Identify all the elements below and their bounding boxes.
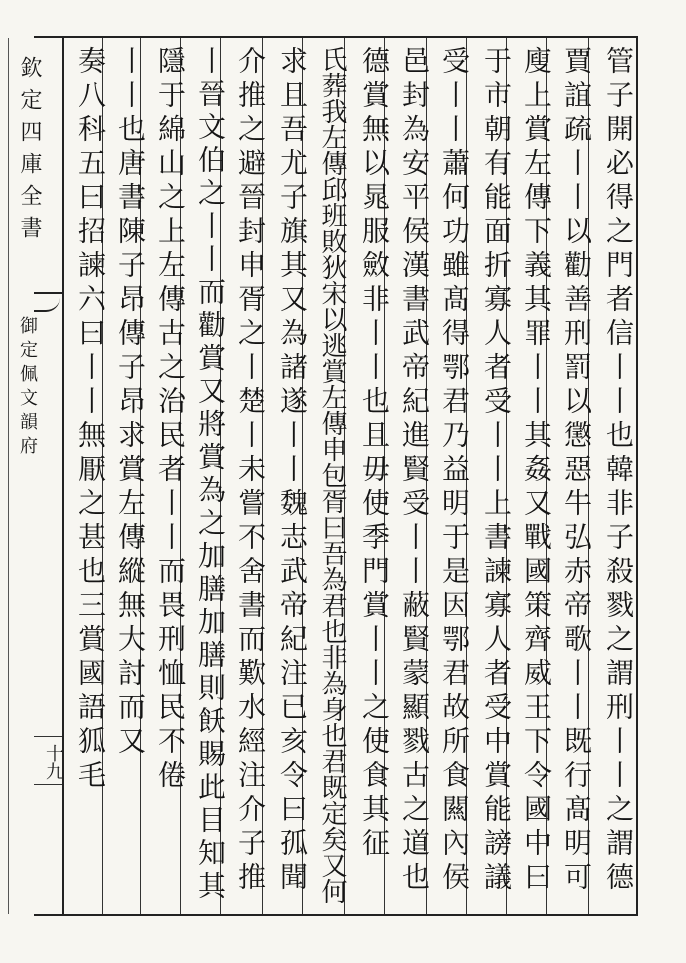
text-column-12: 隱于綿山之上左傳古之治民者丨丨而畏刑恤民不倦 <box>154 46 187 794</box>
text-column-1: 管子開必得之門者信丨丨也韓非子殺戮之謂刑丨丨之謂德 <box>602 46 635 896</box>
page-number-rule-bottom <box>34 784 62 785</box>
fish-tail-mark <box>34 292 62 316</box>
text-column-10: 介推之避晉封申胥之丨楚丨未嘗不舍書而歎水經注介子推 <box>234 46 267 896</box>
text-column-13: 丨丨也唐書陳子昂傳子昂求賞左傳縱無大討而又 <box>114 46 147 760</box>
text-column-2: 賈誼疏丨丨以勸善刑罰以懲惡牛弘赤帝歌丨丨既行髙明可 <box>560 46 593 896</box>
page-number-rule-top <box>34 736 62 737</box>
text-column-4: 于市朝有能面折寡人者受丨丨上書諫寡人者受中賞能謗議 <box>480 46 513 896</box>
text-column-14: 奏八科五曰招諫六曰丨丨無厭之甚也三賞國語狐毛 <box>74 46 107 794</box>
text-column-5: 受丨丨蕭何功雖髙得鄂君乃益明于是因鄂君故所食闗內侯 <box>438 46 471 896</box>
page-number: 十九 <box>43 744 64 780</box>
margin-line <box>8 38 9 914</box>
text-column-7: 德賞無以晁服斂非丨丨也且毋使季門賞丨丨之使食其征 <box>358 46 391 862</box>
book-title: 御定佩文韻府 <box>17 316 38 460</box>
text-column-8: 氏葬我左傳邱班敗狄宋以逃賞左傳申包胥曰吾為君也非為身也君既定矣又何 <box>317 46 347 904</box>
column-rule <box>62 38 64 914</box>
text-column-3: 廋上賞左傳下義其罪丨丨其姦又戰國策齊威王下令國中曰 <box>520 46 553 896</box>
text-column-6: 邑封為安平侯漢書武帝紀進賢受丨丨蔽賢蒙顯戮古之道也 <box>398 46 431 896</box>
collection-title: 欽定四庫全書 <box>17 56 42 248</box>
text-column-9: 求且吾尤子旗其又為諸遂丨丨魏志武帝紀注已亥令曰孤聞 <box>276 46 309 896</box>
text-column-11: 丨晉文伯之丨丨而勸賞又將賞為之加膳加膳則飫賜此目知其 <box>194 46 227 904</box>
